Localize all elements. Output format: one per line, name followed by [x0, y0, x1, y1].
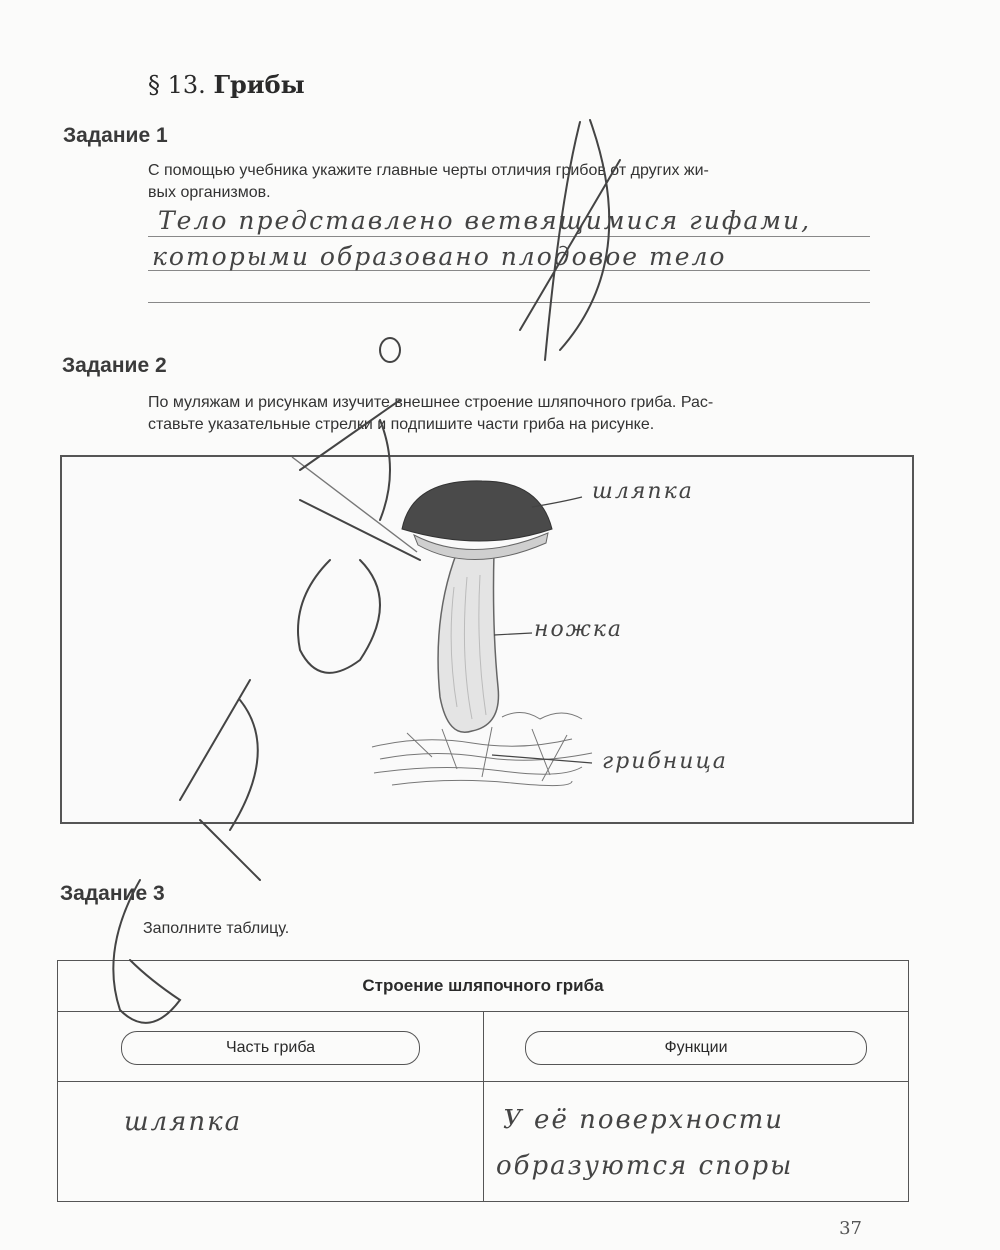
task3-prompt: Заполните таблицу. [143, 920, 290, 937]
column-header-part: Часть гриба [121, 1031, 420, 1065]
table-title: Строение шляпочного гриба [58, 961, 908, 1012]
table-cell-function-line2: образуются споры [496, 1151, 794, 1181]
task1-prompt-line2: вых организмов. [148, 184, 271, 201]
task1-heading: Задание 1 [63, 124, 168, 147]
page-number: 37 [839, 1218, 862, 1239]
task1-answer-line1: Тело представлено ветвящимися гифами, [158, 206, 812, 235]
section-number: § 13. [148, 71, 206, 99]
table-cell-function-line1: У её поверхности [503, 1105, 785, 1135]
table-cell-part: шляпка [124, 1107, 243, 1137]
task2-prompt-line2: ставьте указательные стрелки и подпишите части гриба на рисунке. [148, 416, 655, 433]
cap-label: шляпка [592, 479, 694, 504]
task2-prompt-line1: По муляжам и рисункам изучите внешнее строение шляпочного гриба. Рас- [148, 394, 714, 411]
task1-prompt-line1: С помощью учебника укажите главные черты отличия грибов от других жи- [148, 162, 709, 179]
column-header-functions: Функции [525, 1031, 867, 1065]
mycelium-label: грибница [602, 749, 728, 774]
task2-heading: Задание 2 [62, 354, 167, 377]
section-title: Грибы [213, 70, 305, 99]
stem-label: ножка [534, 617, 623, 642]
task1-answer-line2: которыми образовано плодовое тело [152, 242, 727, 271]
task3-heading: Задание 3 [60, 882, 165, 905]
